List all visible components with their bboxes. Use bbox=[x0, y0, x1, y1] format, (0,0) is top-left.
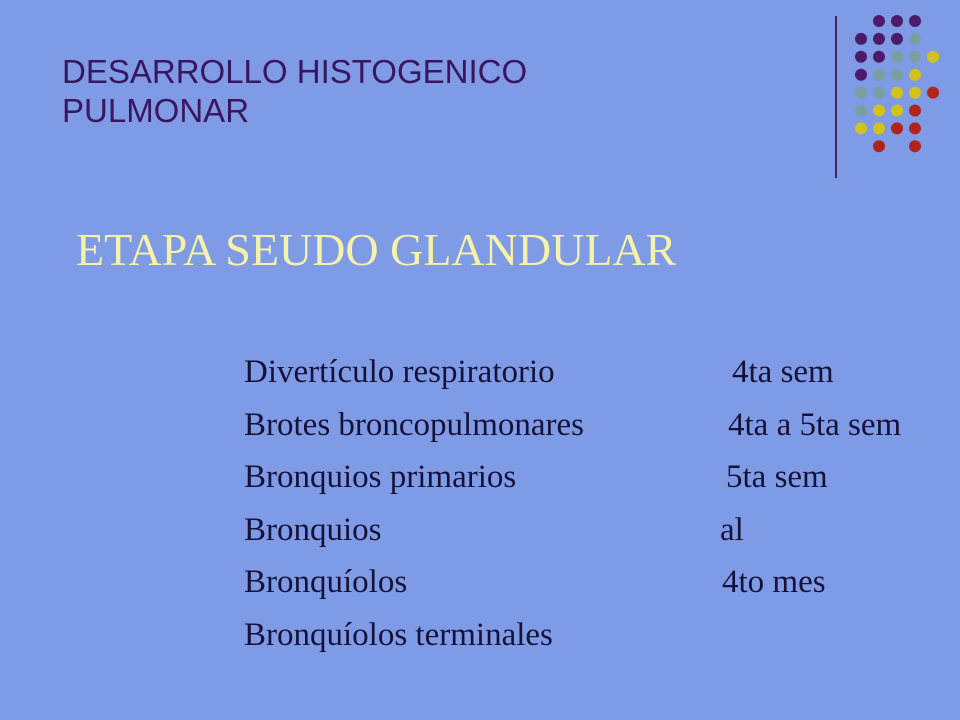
item-value: 4to mes bbox=[722, 564, 826, 600]
decorative-dot bbox=[873, 51, 885, 63]
decorative-dot bbox=[909, 15, 921, 27]
decorative-dot bbox=[873, 15, 885, 27]
item-label: Bronquíolos terminales bbox=[244, 616, 553, 653]
item-label: Bronquíolos bbox=[244, 564, 408, 600]
decorative-dot bbox=[891, 105, 903, 117]
decorative-dot bbox=[909, 87, 921, 99]
item-value: 5ta sem bbox=[726, 459, 828, 495]
decorative-dot bbox=[873, 105, 885, 117]
decorative-dot bbox=[927, 51, 939, 63]
item-value: 4ta sem bbox=[732, 354, 834, 390]
title-line-2: PULMONAR bbox=[62, 92, 250, 129]
decorative-dot bbox=[873, 33, 885, 45]
decorative-dot bbox=[855, 69, 867, 81]
decorative-dot bbox=[909, 33, 921, 45]
decorative-dot bbox=[909, 122, 921, 134]
item-label: Bronquios primarios bbox=[244, 459, 517, 495]
decorative-dot-grid bbox=[0, 0, 960, 180]
item-label: Bronquios bbox=[244, 511, 382, 548]
decorative-dot bbox=[891, 33, 903, 45]
item-label: Brotes broncopulmonares bbox=[244, 406, 585, 443]
decorative-dot bbox=[909, 105, 921, 117]
decorative-dot bbox=[873, 87, 885, 99]
decorative-dot bbox=[891, 15, 903, 27]
decorative-dot bbox=[891, 69, 903, 81]
decorative-dot bbox=[891, 51, 903, 63]
decorative-dot bbox=[873, 69, 885, 81]
item-value: al bbox=[720, 511, 744, 548]
decorative-dot bbox=[873, 122, 885, 134]
decorative-dot bbox=[909, 140, 921, 152]
decorative-dot bbox=[909, 51, 921, 63]
decorative-dot bbox=[873, 140, 885, 152]
decorative-dot bbox=[855, 33, 867, 45]
decorative-dot bbox=[927, 87, 939, 99]
item-label: Divertículo respiratorio bbox=[244, 354, 555, 390]
decorative-dot bbox=[855, 51, 867, 63]
title-line-1: DESARROLLO HISTOGENICO bbox=[62, 53, 528, 90]
decorative-dot bbox=[891, 122, 903, 134]
slide-subtitle: ETAPA SEUDO GLANDULAR bbox=[76, 224, 677, 275]
decorative-dot bbox=[855, 105, 867, 117]
decorative-dot bbox=[855, 87, 867, 99]
decorative-dot bbox=[855, 122, 867, 134]
decorative-dot bbox=[909, 69, 921, 81]
item-value: 4ta a 5ta sem bbox=[728, 406, 902, 443]
decorative-dot bbox=[891, 87, 903, 99]
